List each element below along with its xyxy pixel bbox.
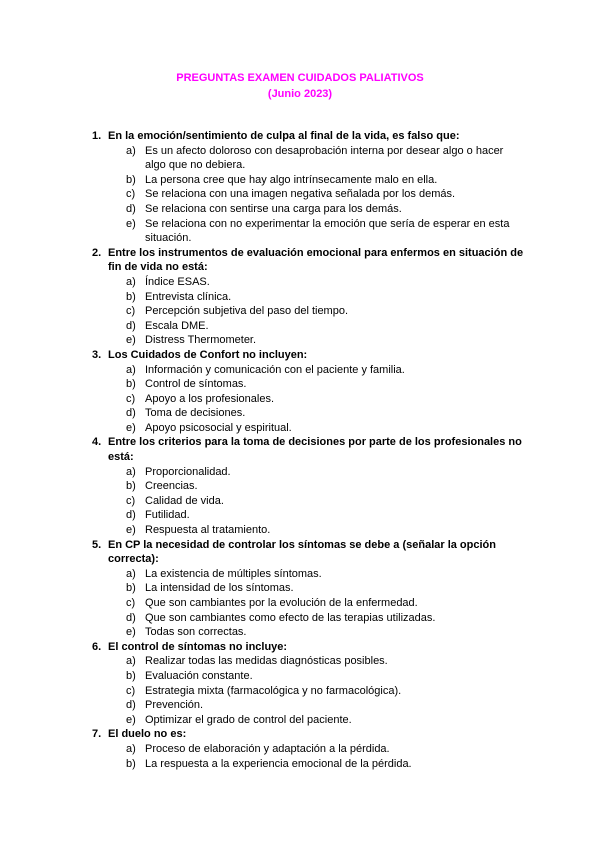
question-number: 1.	[92, 130, 102, 142]
option-text: Estrategia mixta (farmacológica y no farmacológica).	[145, 684, 402, 697]
option-letter: b)	[126, 290, 136, 303]
option-letter: e)	[126, 626, 136, 639]
option-letter: d)	[126, 509, 136, 522]
answer-option	[0, 479, 600, 494]
option-text: Distress Thermometer.	[145, 334, 257, 347]
document-title: PREGUNTAS EXAMEN CUIDADOS PALIATIVOS	[176, 72, 424, 84]
option-text: Apoyo a los profesionales.	[145, 392, 275, 405]
question-number: 4.	[92, 436, 102, 449]
option-letter: c)	[126, 305, 136, 318]
answer-option	[0, 275, 600, 290]
option-letter: b)	[126, 480, 136, 493]
answer-option	[0, 713, 600, 728]
answer-option	[0, 319, 600, 334]
option-letter: a)	[126, 363, 136, 376]
option-text: Proceso de elaboración y adaptación a la pérdida.	[145, 742, 390, 755]
option-list	[0, 144, 600, 246]
answer-option	[0, 669, 600, 684]
answer-option	[0, 144, 600, 173]
option-letter: b)	[126, 173, 136, 186]
question-item	[0, 129, 600, 246]
option-text: La intensidad de los síntomas.	[145, 582, 294, 595]
answer-option	[0, 611, 600, 626]
document-subtitle: (Junio 2023)	[267, 88, 333, 100]
answer-option	[0, 377, 600, 392]
question-text: El duelo no es:	[108, 728, 187, 741]
question-text: En CP la necesidad de controlar los síntomas se debe a (señalar la opción correcta):	[108, 538, 496, 566]
option-list	[0, 742, 600, 771]
option-text: Optimizar el grado de control del paciente.	[145, 713, 352, 726]
option-text: Que son cambiantes por la evolución de la enfermedad.	[145, 597, 418, 609]
option-text: Realizar todas las medidas diagnósticas posibles.	[145, 655, 388, 668]
answer-option	[0, 421, 600, 436]
option-list	[0, 567, 600, 640]
answer-option	[0, 654, 600, 669]
option-letter: d)	[126, 407, 136, 420]
option-text: Se relaciona con no experimentar la emoción que sería de esperar en esta situación.	[145, 217, 510, 245]
question-item	[0, 246, 600, 348]
option-list	[0, 465, 600, 538]
answer-option	[0, 596, 600, 611]
answer-option	[0, 567, 600, 582]
option-text: La persona cree que hay algo intrínsecamente malo en ella.	[145, 173, 438, 186]
option-letter: b)	[126, 582, 136, 595]
answer-option	[0, 581, 600, 596]
question-item	[0, 640, 600, 728]
option-letter: a)	[126, 567, 136, 580]
answer-option	[0, 217, 600, 246]
option-letter: d)	[126, 611, 136, 624]
answer-option	[0, 523, 600, 538]
question-number: 3.	[92, 348, 102, 361]
option-text: Percepción subjetiva del paso del tiempo.	[145, 305, 349, 318]
question-number: 5.	[92, 538, 102, 551]
option-list	[0, 363, 600, 436]
option-text: Evaluación constante.	[145, 669, 253, 682]
question-number: 2.	[92, 246, 102, 259]
option-letter: c)	[126, 392, 136, 405]
question-item	[0, 435, 600, 537]
option-text: Escala DME.	[145, 319, 209, 332]
option-text: Se relaciona con una imagen negativa señalada por los demás.	[145, 188, 456, 201]
answer-option	[0, 202, 600, 217]
answer-option	[0, 625, 600, 640]
answer-option	[0, 187, 600, 202]
answer-option	[0, 333, 600, 348]
option-text: Calidad de vida.	[145, 494, 224, 507]
question-number: 7.	[92, 728, 102, 741]
question-item	[0, 727, 600, 771]
option-letter: e)	[126, 713, 136, 726]
answer-option	[0, 742, 600, 757]
option-letter: e)	[126, 421, 136, 434]
option-letter: b)	[126, 378, 136, 391]
answer-option	[0, 392, 600, 407]
option-text: Información y comunicación con el paciente y familia.	[145, 363, 405, 376]
answer-option	[0, 465, 600, 480]
question-text: El control de síntomas no incluye:	[108, 640, 288, 653]
option-letter: a)	[126, 742, 136, 755]
option-letter: e)	[126, 217, 136, 230]
option-list	[0, 275, 600, 348]
answer-option	[0, 406, 600, 421]
option-letter: b)	[126, 757, 136, 770]
option-letter: d)	[126, 319, 136, 332]
option-text: Proporcionalidad.	[145, 465, 231, 478]
answer-option	[0, 757, 600, 772]
option-letter: a)	[126, 275, 136, 288]
option-text: La respuesta a la experiencia emocional de la pérdida.	[145, 757, 412, 770]
question-text: Entre los criterios para la toma de decisiones por parte de los profesionales no está:	[108, 436, 522, 464]
option-letter: c)	[126, 494, 136, 507]
option-letter: a)	[126, 144, 136, 157]
answer-option	[0, 494, 600, 509]
question-number: 6.	[92, 640, 102, 653]
answer-option	[0, 363, 600, 378]
option-text: Se relaciona con sentirse una carga para los demás.	[145, 202, 402, 215]
question-item	[0, 348, 600, 436]
question-text: En la emoción/sentimiento de culpa al final de la vida, es falso que:	[108, 130, 460, 142]
option-text: Que son cambiantes como efecto de las terapias utilizadas.	[145, 611, 436, 624]
option-letter: b)	[126, 669, 136, 682]
option-letter: d)	[126, 699, 136, 712]
answer-option	[0, 304, 600, 319]
question-text: Los Cuidados de Confort no incluyen:	[108, 348, 308, 361]
option-text: Futilidad.	[145, 509, 190, 522]
option-letter: c)	[126, 188, 136, 201]
option-text: La existencia de múltiples síntomas.	[145, 567, 322, 580]
option-text: Control de síntomas.	[145, 378, 247, 391]
option-text: Toma de decisiones.	[145, 407, 246, 420]
question-item	[0, 538, 600, 640]
option-text: Creencias.	[145, 480, 198, 493]
option-text: Apoyo psicosocial y espiritual.	[145, 421, 292, 434]
option-text: Respuesta al tratamiento.	[145, 524, 271, 537]
option-letter: e)	[126, 524, 136, 537]
answer-option	[0, 698, 600, 713]
option-text: Todas son correctas.	[145, 626, 247, 639]
option-letter: a)	[126, 655, 136, 668]
option-text: Entrevista clínica.	[145, 290, 232, 303]
option-text: Prevención.	[145, 699, 204, 712]
question-list	[0, 129, 600, 771]
question-text: Entre los instrumentos de evaluación emocional para enfermos en situación de fin de vida no está:	[108, 246, 524, 274]
answer-option	[0, 508, 600, 523]
option-letter: c)	[126, 597, 136, 609]
answer-option	[0, 290, 600, 305]
option-letter: d)	[126, 202, 136, 215]
answer-option	[0, 684, 600, 699]
option-list	[0, 654, 600, 727]
option-letter: a)	[126, 465, 136, 478]
option-letter: e)	[126, 334, 136, 347]
option-letter: c)	[126, 684, 136, 697]
option-text: Índice ESAS.	[145, 275, 210, 288]
answer-option	[0, 173, 600, 188]
option-text: Es un afecto doloroso con desaprobación interna por desear algo o hacer algo que no debiera.	[145, 144, 504, 172]
